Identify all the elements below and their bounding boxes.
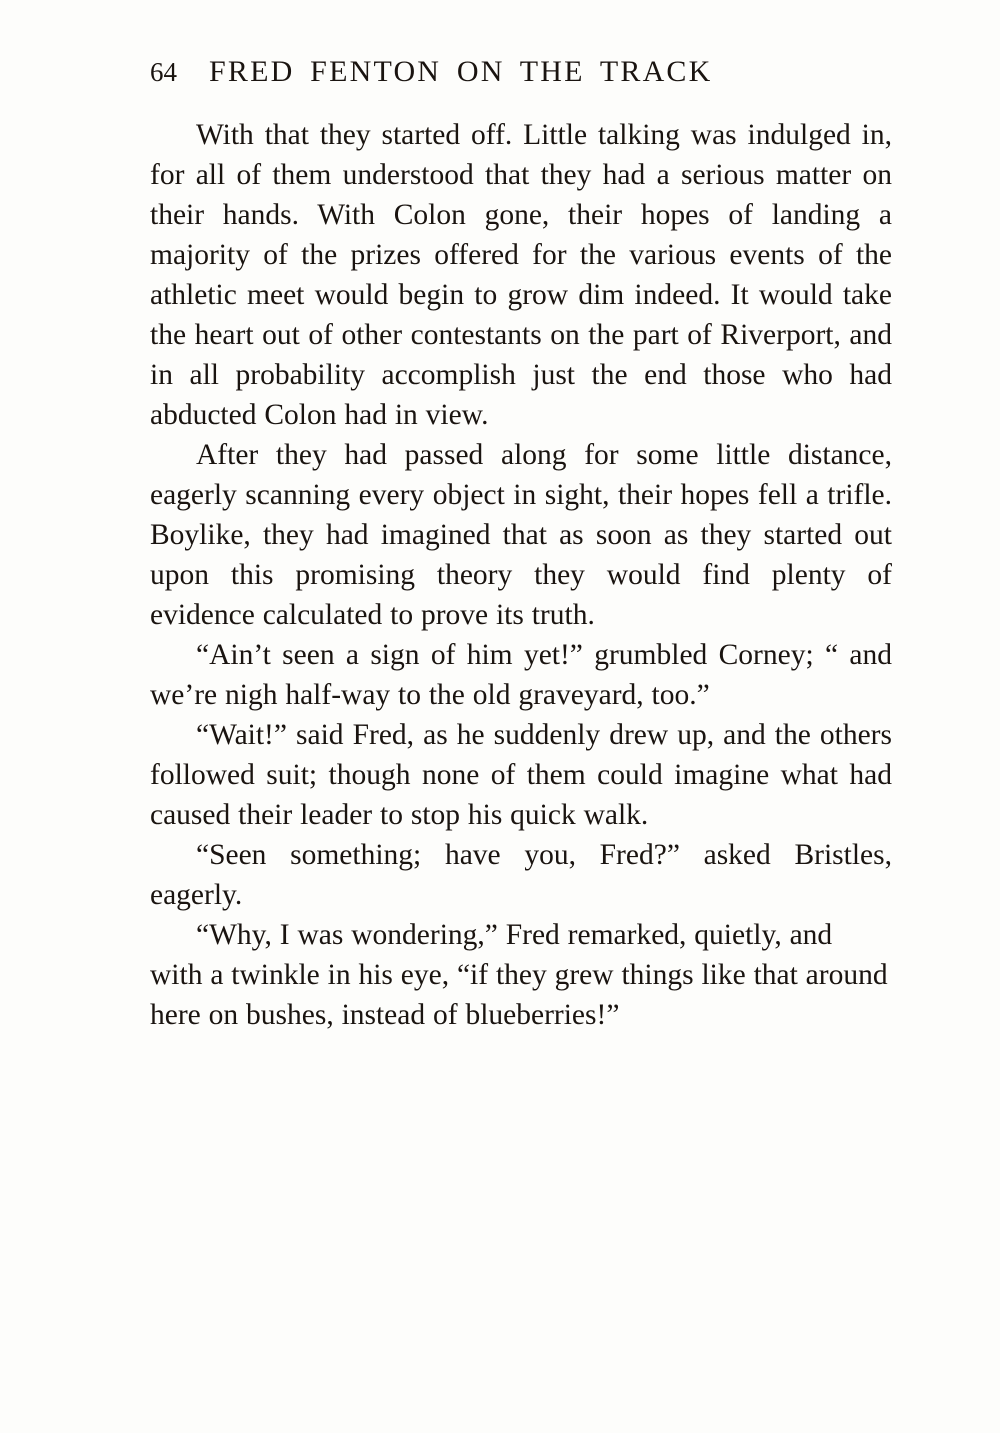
page-number: 64 [150,57,177,87]
paragraph: “Seen something; have you, Fred?” asked Bristles, eagerly. [150,839,892,911]
running-head [150,55,892,89]
body-text [150,115,892,1035]
paragraph: After they had passed along for some little distance, eagerly scanning every object in sight, their hopes fell a trifle. Boylike, they had imagined that as soon as they started out upon this promising theory they would find plenty of evidence calculated to prove its truth. [150,439,892,631]
paragraph: “Why, I was wondering,” Fred remarked, quietly, and with a twinkle in his eye, “if they grew things like that around here on bushes, instead of blueberries!” [150,919,888,1031]
paragraph: “Ain’t seen a sign of him yet!” grumbled Corney; “ and we’re nigh half-way to the old graveyard, too.” [150,639,892,711]
book-title: FRED FENTON ON THE TRACK [209,55,713,88]
page-content [150,55,892,1035]
paragraph: With that they started off. Little talking was indulged in, for all of them understood that they had a serious matter on their hands. With Colon gone, their hopes of landing a majority of the prizes offered for the various events of the athletic meet would begin to grow dim indeed. It would take the heart out of other contestants on the part of Riverport, and in all probability accomplish just the end those who had abducted Colon had in view. [150,119,892,431]
paragraph: “Wait!” said Fred, as he suddenly drew up, and the others followed suit; though none of them could imagine what had caused their leader to stop his quick walk. [150,719,892,831]
